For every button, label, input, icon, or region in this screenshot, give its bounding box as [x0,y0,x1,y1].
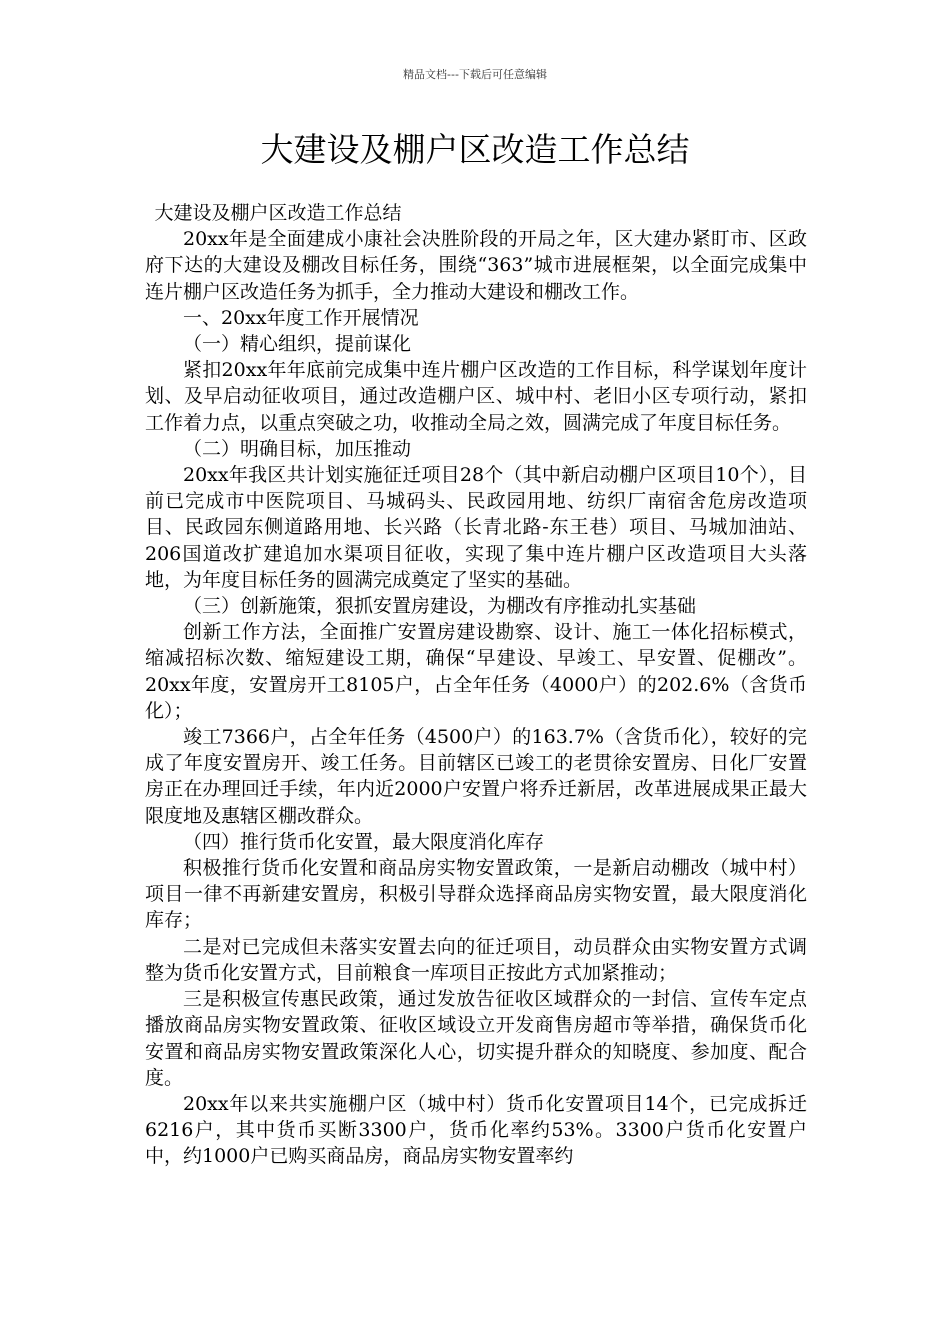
body-paragraph: 20xx年以来共实施棚户区（城中村）货币化安置项目14个，已完成拆迁6216户，其中货币买断3300户，货币化率约53%。3300户货币化安置户中，约1000户已购买商品房，商品房实物安置率约 [145,1092,807,1168]
body-paragraph: 竣工7366户，占全年任务（4500户）的163.7%（含货币化），较好的完成了年度安置房开、竣工任务。目前辖区已竣工的老贯徐安置房、日化厂安置房正在办理回迁手续，年内近2000户安置户将乔迁新居，改革进展成果正最大限度地及惠辖区棚改群众。 [145,726,807,827]
subsection-heading: （四）推行货币化安置，最大限度消化库存 [183,830,545,853]
document-title: 大建设及棚户区改造工作总结 [260,130,690,169]
body-paragraph: 二是对已完成但未落实安置去向的征迁项目，动员群众由实物安置方式调整为货币化安置方式，目前粮食一库项目正按此方式加紧推动； [145,935,807,984]
body-paragraph: 20xx年是全面建成小康社会决胜阶段的开局之年，区大建办紧盯市、区政府下达的大建设及棚改目标任务，围绕“363”城市进展框架，以全面完成集中连片棚户区改造任务为抓手，全力推动大建设和棚改工作。 [145,228,807,303]
body-paragraph: 积极推行货币化安置和商品房实物安置政策，一是新启动棚改（城中村）项目一律不再新建安置房，积极引导群众选择商品房实物安置，最大限度消化库存； [145,857,807,932]
body-paragraph: 20xx年我区共计划实施征迁项目28个（其中新启动棚户区项目10个），目前已完成市中医院项目、马城码头、民政园用地、纺织厂南宿舍危房改造项目、民政园东侧道路用地、长兴路（长青北路-东王巷）项目、马城加油站、206国道改扩建追加水渠项目征收，实现了集中连片棚户区改造项目大头落地，为年度目标任务的圆满完成奠定了坚实的基础。 [145,464,807,591]
subsection-heading: （三）创新施策，狠抓安置房建设，为棚改有序推动扎实基础 [183,595,697,618]
body-paragraph: 三是积极宣传惠民政策，通过发放告征收区域群众的一封信、宣传车定点播放商品房实物安置政策、征收区域设立开发商售房超市等举措，确保货币化安置和商品房实物安置政策深化人心，切实提升群众的知晓度、参加度、配合度。 [145,988,807,1089]
header-note: 精品文档---下载后可任意编辑 [403,68,547,81]
body-paragraph: 紧扣20xx年年底前完成集中连片棚户区改造的工作目标，科学谋划年度计划、及早启动征收项目，通过改造棚户区、城中村、老旧小区专项行动，紧扣工作着力点，以重点突破之功，收推动全局之效，圆满完成了年度目标任务。 [145,359,807,434]
document-body [145,200,807,1170]
body-paragraph: 大建设及棚户区改造工作总结 [154,202,402,224]
subsection-heading: （二）明确目标，加压推动 [183,437,412,460]
body-paragraph: 创新工作方法，全面推广安置房建设勘察、设计、施工一体化招标模式，缩减招标次数、缩短建设工期，确保“早建设、早竣工、早安置、促棚改”。20xx年度，安置房开工8105户，占全年任务（4000户）的202.6%（含货币化）； [145,621,807,722]
section-heading: 一、20xx年度工作开展情况 [183,306,419,329]
subsection-heading: （一）精心组织，提前谋化 [183,333,412,356]
